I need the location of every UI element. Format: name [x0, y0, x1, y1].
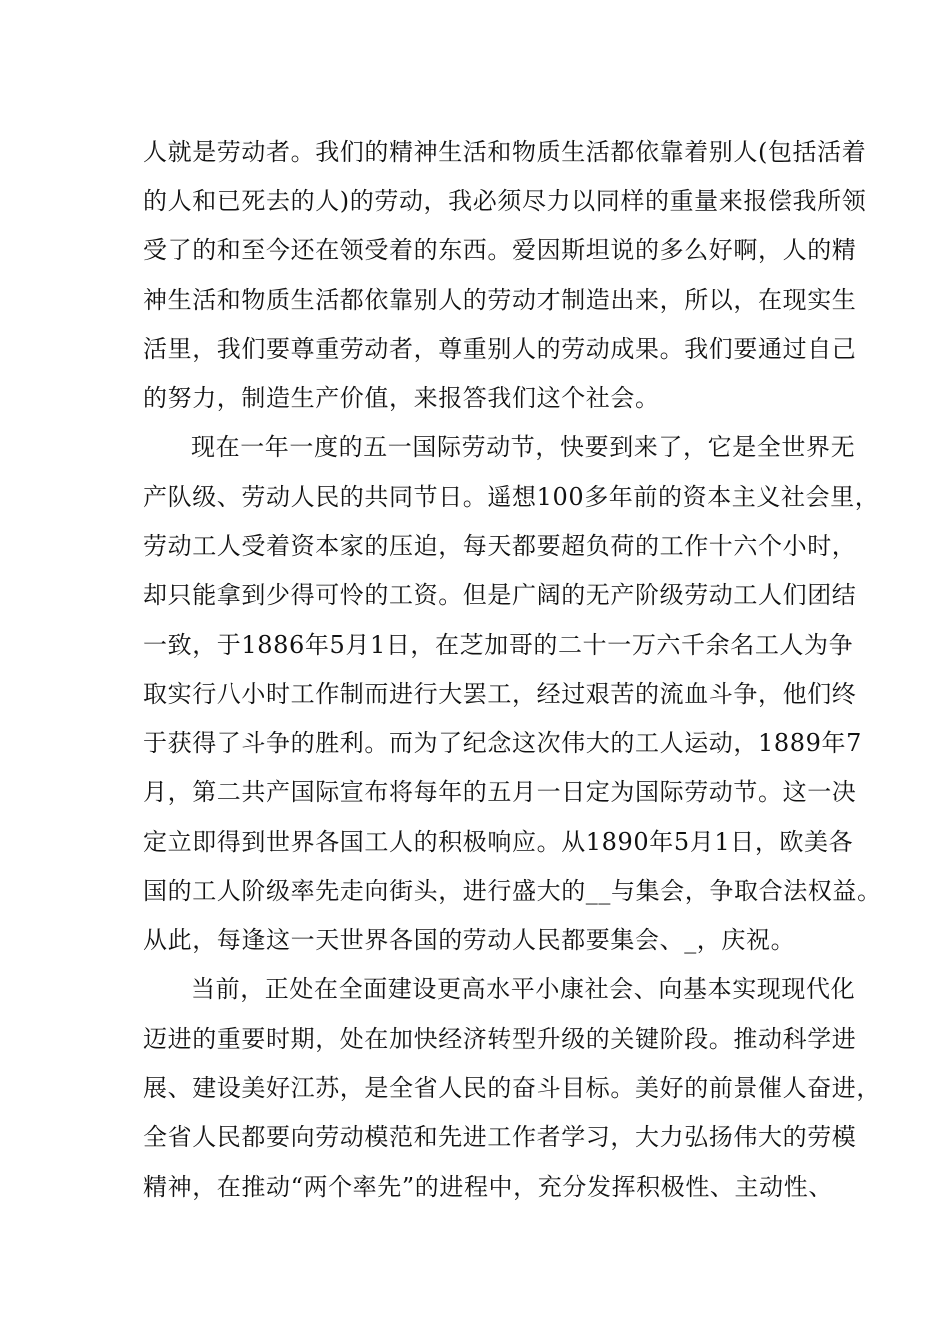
text-line-18: 当前，正处在全面建设更高水平小康社会、向基本实现现代化 — [191, 975, 856, 1003]
text-line-9: 劳动工人受着资本家的压迫，每天都要超负荷的工作十六个小时， — [143, 532, 857, 560]
text-line-21: 全省人民都要向劳动模范和先进工作者学习，大力弘扬伟大的劳模 — [143, 1123, 857, 1151]
text-line-5: 活里，我们要尊重劳动者，尊重别人的劳动成果。我们要通过自己 — [143, 335, 857, 363]
text-line-12: 取实行八小时工作制而进行大罢工，经过艰苦的流血斗争，他们终 — [143, 680, 857, 708]
text-line-4: 神生活和物质生活都依靠别人的劳动才制造出来，所以，在现实生 — [143, 286, 857, 314]
text-line-10: 却只能拿到少得可怜的工资。但是广阔的无产阶级劳动工人们团结 — [143, 581, 857, 609]
text-line-14: 月，第二共产国际宣布将每年的五月一日定为国际劳动节。这一决 — [143, 778, 857, 806]
text-line-11: 一致，于1886年5月1日，在芝加哥的二十一万六千余名工人为争 — [143, 631, 854, 659]
text-line-16: 国的工人阶级率先走向街头，进行盛大的__与集会，争取合法权益。 — [143, 877, 882, 905]
text-line-13: 于获得了斗争的胜利。而为了纪念这次伟大的工人运动，1889年7 — [143, 729, 862, 757]
text-line-8: 产队级、劳动人民的共同节日。遥想100多年前的资本主义社会里， — [143, 483, 880, 511]
text-line-22: 精神，在推动“两个率先”的进程中，充分发挥积极性、主动性、 — [143, 1173, 833, 1201]
text-line-7: 现在一年一度的五一国际劳动节，快要到来了，它是全世界无 — [191, 433, 856, 461]
text-line-1: 人就是劳动者。我们的精神生活和物质生活都依靠着别人(包括活着 — [143, 138, 867, 166]
text-line-19: 迈进的重要时期，处在加快经济转型升级的关键阶段。推动科学进 — [143, 1025, 857, 1053]
text-line-20: 展、建设美好江苏，是全省人民的奋斗目标。美好的前景催人奋进， — [143, 1074, 881, 1102]
text-line-15: 定立即得到世界各国工人的积极响应。从1890年5月1日，欧美各 — [143, 828, 854, 856]
text-line-2: 的人和已死去的人)的劳动，我必须尽力以同样的重量来报偿我所领 — [143, 187, 867, 215]
text-line-3: 受了的和至今还在领受着的东西。爱因斯坦说的多么好啊，人的精 — [143, 236, 857, 264]
text-line-6: 的努力，制造生产价值，来报答我们这个社会。 — [143, 384, 660, 412]
text-line-17: 从此，每逢这一天世界各国的劳动人民都要集会、_，庆祝。 — [143, 926, 796, 954]
